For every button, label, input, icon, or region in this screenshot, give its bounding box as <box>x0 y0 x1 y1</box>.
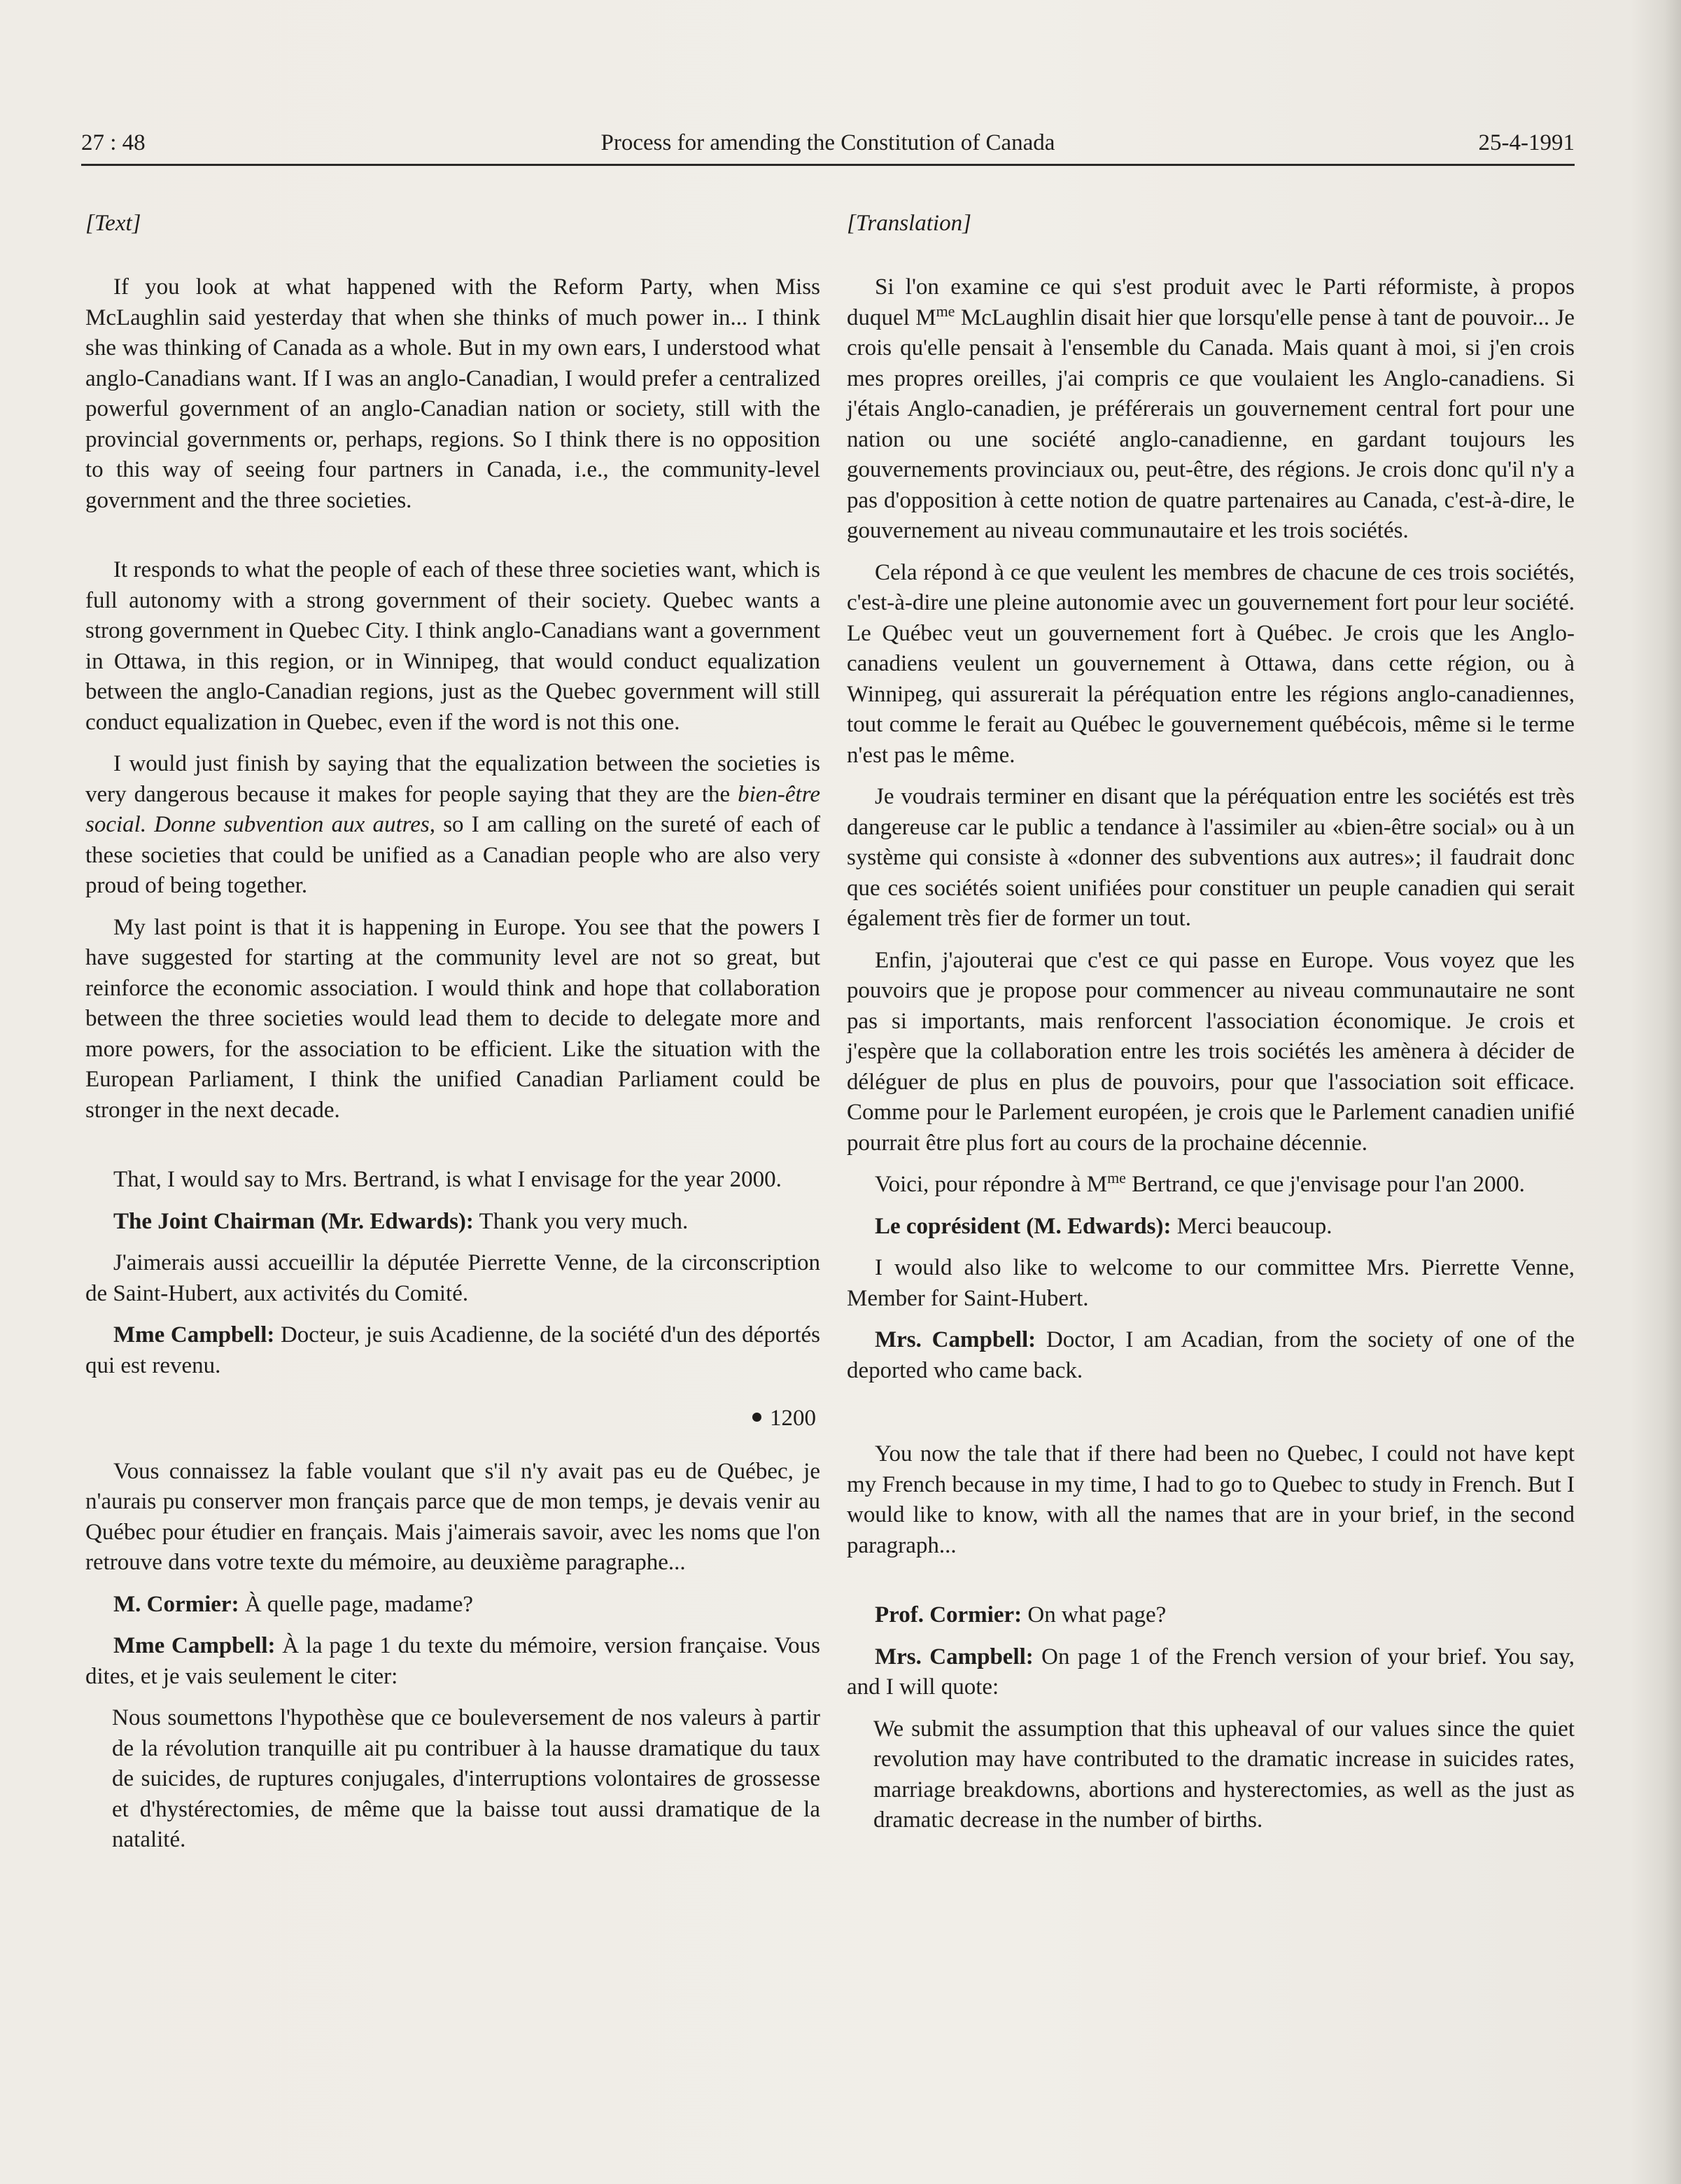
sitting-date: 25-4-1991 <box>1478 130 1575 155</box>
speaker-name: Mrs. Campbell: <box>875 1644 1034 1670</box>
block-quote: Nous soumettons l'hypothèse que ce bouleversement de nos valeurs à partir de la révolution tranquille ait pu contribuer à la hausse dramatique du taux de suicides, de ruptures conjugales, d'interruptions volontaires de grossesse et d'hystérectomies, de même que la baisse tout aussi dramatique de la natalité. <box>112 1705 820 1852</box>
speaker-turn: Mrs. Campbell: Doctor, I am Acadian, from the society of one of the deported who came back. <box>847 1327 1575 1383</box>
paragraph: That, I would say to Mrs. Bertrand, is what I envisage for the year 2000. <box>113 1167 782 1192</box>
speaker-name: Mme Campbell: <box>113 1633 276 1658</box>
speaker-name: The Joint Chairman (Mr. Edwards): <box>113 1208 474 1234</box>
speaker-turn: Le coprésident (M. Edwards): Merci beaucoup. <box>875 1213 1332 1239</box>
speaker-name: Prof. Cormier: <box>875 1602 1022 1628</box>
paragraph: My last point is that it is happening in Europe. You see that the powers I have suggested for starting at the community level are not so great, but reinforce the economic association. I would think and hope that collaboration between the three societies would lead them to decide to delegate more and more powers, for the association to be efficient. Like the situation with the European Parliament, I think the unified Canadian Parliament could be stronger in the next decade. <box>85 914 820 1123</box>
time-marker: 1200 <box>85 1404 820 1434</box>
speaker-turn: The Joint Chairman (Mr. Edwards): Thank you very much. <box>113 1208 689 1234</box>
speaker-name: Le coprésident (M. Edwards): <box>875 1213 1172 1239</box>
speaker-name: Mrs. Campbell: <box>875 1327 1036 1352</box>
speaker-name: Mme Campbell: <box>113 1322 275 1348</box>
speaker-turn: Prof. Cormier: On what page? <box>875 1602 1167 1628</box>
paragraph: Voici, pour répondre à $M^{me}$ Bertrand, ce que j'envisage pour l'an 2000. <box>875 1169 1525 1197</box>
speaker-turn: Mme Campbell: Docteur, je suis Acadienne, de la société d'un des déportés qui est revenu. <box>85 1322 820 1378</box>
speaker-name: M. Cormier: <box>113 1591 239 1617</box>
paragraph: Enfin, j'ajouterai que c'est ce qui passe en Europe. Vous voyez que les pouvoirs que je propose pour commencer au niveau communautaire ne sont pas si importants, mais renforcent l'association économique. Je crois et j'espère que la collaboration entre les trois sociétés les amènera à décider de déléguer de plus en plus de pouvoirs, pour que l'association soit efficace. Comme pour le Parlement européen, je crois que le Parlement canadien unifié pourrait être plus fort au cours de la prochaine décennie. <box>847 947 1575 1156</box>
paragraph: J'aimerais aussi accueillir la députée Pierrette Venne, de la circonscription de Saint-Hubert, aux activités du Comité. <box>85 1250 820 1306</box>
translation-label: [Translation] <box>847 211 971 236</box>
speaker-turn: Mrs. Campbell: On page 1 of the French version of your brief. You say, and I will quote: <box>847 1644 1575 1700</box>
paragraph: If you look at what happened with the Reform Party, when Miss McLaughlin said yesterday that when she thinks of much power in... I think she was thinking of Canada as a whole. But in my own ears, I understood what anglo-Canadians want. If I was an anglo-Canadian, I would prefer a centralized powerful government of an anglo-Canadian nation or society, still with the provincial governments or, perhaps, regions. So I think there is no opposition to this way of seeing four partners in Canada, i.e., the community-level government and the three societies. <box>85 274 820 513</box>
paragraph: I would also like to welcome to our committee Mrs. Pierrette Venne, Member for Saint-Hubert. <box>847 1255 1575 1311</box>
block-quote: We submit the assumption that this upheaval of our values since the quiet revolution may have contributed to the dramatic increase in suicides rates, marriage breakdowns, abortions and hysterectomies, as well as the just as dramatic decrease in the number of births. <box>873 1716 1575 1833</box>
paragraph: It responds to what the people of each of these three societies want, which is full autonomy with a strong government of their society. Quebec wants a strong government in Quebec City. I think anglo-Canadians want a government in Ottawa, in this region, or in Winnipeg, that would conduct equalization between the anglo-Canadian regions, just as the Quebec government will still conduct equalization in Quebec, even if the word is not this one. <box>85 557 820 735</box>
bullet-icon <box>752 1413 761 1422</box>
paragraph: You now the tale that if there had been no Quebec, I could not have kept my French because in my time, I had to go to Quebec to study in French. But I would like to know, with all the names that are in your brief, in the second paragraph... <box>847 1441 1575 1558</box>
text-label: [Text] <box>85 211 141 236</box>
translation-column <box>847 206 1575 1836</box>
page-number: 27 : 48 <box>81 130 146 155</box>
running-header <box>81 129 1575 166</box>
document-title: Process for amending the Constitution of Canada <box>600 130 1055 155</box>
paragraph: Vous connaissez la fable voulant que s'il n'y avait pas eu de Québec, je n'aurais pu conserver mon français parce que de mon temps, je devais venir au Québec pour étudier en français. Mais j'aimerais savoir, avec les noms que l'on retrouve dans votre texte du mémoire, au deuxième paragraphe... <box>85 1458 820 1575</box>
speaker-turn: M. Cormier: À quelle page, madame? <box>113 1591 474 1617</box>
paragraph: Si l'on examine ce qui s'est produit avec le Parti réformiste, à propos duquel $M^{me}$ McLaughlin disait hier que lorsqu'elle pense à tant de pouvoir... Je crois qu'elle pensait à l'ensemble du Canada. Mais quant à moi, si j'en crois mes propres oreilles, j'ai compris ce que voulaient les Anglo-canadiens. Si j'étais Anglo-canadien, je préférerais un gouvernement central fort pour une nation ou une société anglo-canadienne, en gardant toujours les gouvernements provinciaux ou, peut-être, des régions. Je crois donc qu'il n'y a pas d'opposition à cette notion de quatre partenaires au Canada, c'est-à-dire, le gouvernement au niveau communautaire et les trois sociétés. <box>847 274 1575 543</box>
text-column <box>85 206 820 1856</box>
paragraph: Je voudrais terminer en disant que la péréquation entre les sociétés est très dangereuse car le public a tendance à l'assimiler au «bien-être social» ou à un système qui consiste à «donner des subventions aux autres»; il faudrait donc que ces sociétés soient unifiées pour constituer un peuple canadien qui serait également très fier de former un tout. <box>847 784 1575 931</box>
speaker-turn: Mme Campbell: À la page 1 du texte du mémoire, version française. Vous dites, et je vais seulement le citer: <box>85 1633 820 1689</box>
paragraph: Cela répond à ce que veulent les membres de chacune de ces trois sociétés, c'est-à-dire une pleine autonomie avec un gouvernement fort pour leur société. Le Québec veut un gouvernement fort à Québec. Je crois que les Anglo-canadiens veulent un gouvernement à Ottawa, dans cette région, ou à Winnipeg, qui assurerait la péréquation entre les régions anglo-canadiennes, tout comme le ferait au Québec le gouvernement québécois, même si le terme n'est pas le même. <box>847 559 1575 768</box>
paragraph: I would just finish by saying that the equalization between the societies is very dangerous because it makes for people saying that they are the bien-être social. Donne subvention aux autres, so I am calling on the sureté of each of these societies that could be unified as a Canadian people who are also very proud of being together. <box>85 751 820 898</box>
